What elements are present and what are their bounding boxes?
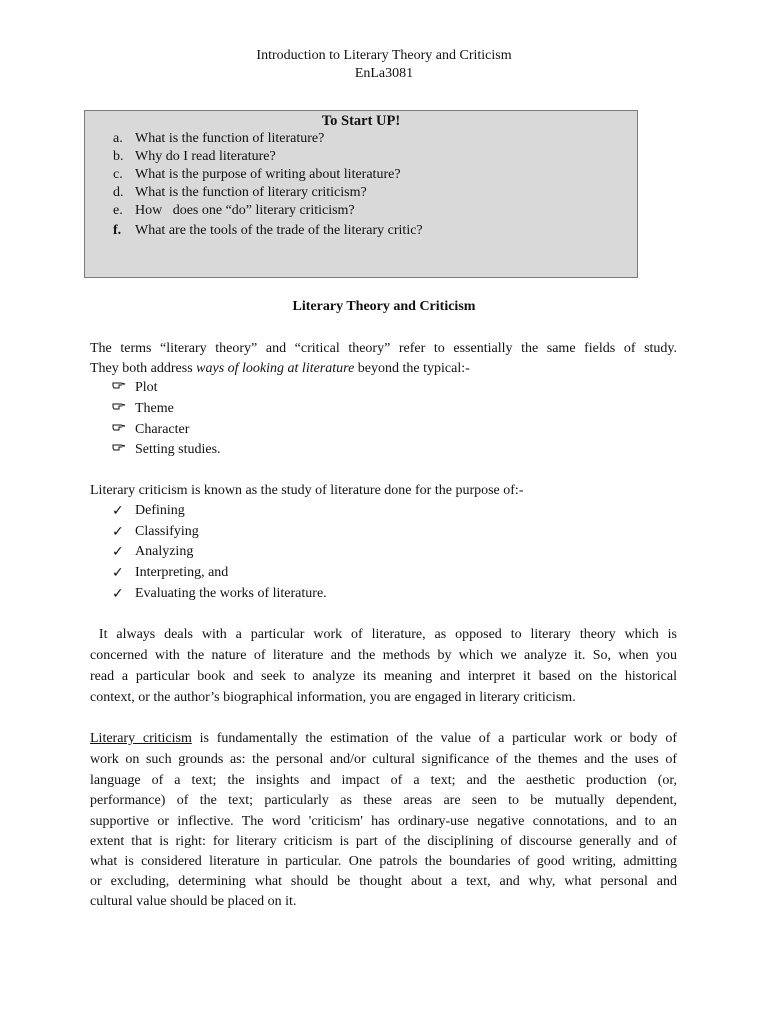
checkmark-icon: ✓ xyxy=(112,565,124,581)
paragraph-line: language of a text; the insights and impact of a text; and the aesthetic production (or, xyxy=(90,773,677,788)
underlined-term: Literary criticism xyxy=(90,731,192,746)
paragraph-line: read a particular book and seek to analyze its meaning and interpret it based on the historical xyxy=(90,669,677,684)
list-item: Character xyxy=(135,422,190,437)
pointing-hand-icon xyxy=(112,401,130,411)
question-item xyxy=(113,202,355,220)
paragraph-line: extent that is right: for literary criticism is part of the disciplining of discourse generally and of xyxy=(90,834,677,849)
question-letter: a. xyxy=(113,131,123,146)
question-text: What is the purpose of writing about literature? xyxy=(135,167,401,182)
paragraph-line: concerned with the nature of literature and the methods by which we analyze it. So, when you xyxy=(90,648,677,663)
section-title: Literary Theory and Criticism xyxy=(292,299,476,314)
checkmark-icon: ✓ xyxy=(112,524,124,540)
checkmark-icon: ✓ xyxy=(112,503,124,519)
question-text: How does one “do” literary criticism? xyxy=(135,203,355,218)
list-item: Theme xyxy=(135,401,174,416)
list-item: Classifying xyxy=(135,524,199,539)
question-text: What is the function of literary criticism? xyxy=(135,185,367,200)
list-item: Evaluating the works of literature. xyxy=(135,586,327,601)
startup-box xyxy=(84,110,638,278)
course-code: EnLa3081 xyxy=(354,66,414,81)
list-item: Plot xyxy=(135,380,158,395)
question-item xyxy=(113,166,401,184)
paragraph-line: or excluding, determining what should be thought about a text, and why, what personal and xyxy=(90,874,677,889)
list-item: Defining xyxy=(135,503,185,518)
question-item xyxy=(113,222,423,240)
pointing-hand-icon xyxy=(112,380,130,390)
checkmark-icon: ✓ xyxy=(112,544,124,560)
question-item xyxy=(113,130,324,148)
paragraph-line: what is considered literature in particular. One patrols the boundaries of good writing, admitting xyxy=(90,854,677,869)
question-text: What is the function of literature? xyxy=(135,131,325,146)
checkmark-icon: ✓ xyxy=(112,586,124,602)
question-item xyxy=(113,184,367,202)
paragraph-line: work on such grounds as: the personal and/or cultural significance of the themes and the uses of xyxy=(90,752,677,767)
list-item: Analyzing xyxy=(135,544,194,559)
paragraph-line: It always deals with a particular work of literature, as opposed to literary theory which is xyxy=(90,627,677,642)
paragraph-line-rest: is fundamentally the estimation of the value of a particular work or body of xyxy=(191,731,677,746)
intro-line-1: The terms “literary theory” and “critical theory” refer to essentially the same fields of study. xyxy=(90,341,677,356)
intro-line-2 xyxy=(90,360,470,378)
paragraph-line: context, or the author’s biographical information, you are engaged in literary criticism. xyxy=(90,690,576,705)
criticism-lead: Literary criticism is known as the study of literature done for the purpose of:- xyxy=(90,483,524,498)
paragraph-line: cultural value should be placed on it. xyxy=(90,894,297,909)
pointing-hand-icon xyxy=(112,422,130,432)
question-text: What are the tools of the trade of the literary critic? xyxy=(135,223,423,238)
paragraph-line: supportive or inflective. The word 'criticism' has ordinary-use negative connotations, and to an xyxy=(90,814,677,829)
question-letter: b. xyxy=(113,149,124,164)
intro-line-2-end: beyond the typical:- xyxy=(354,361,470,376)
paragraph-line xyxy=(90,730,677,748)
startup-title: To Start UP! xyxy=(321,113,401,129)
question-letter: f. xyxy=(113,223,122,238)
question-item xyxy=(113,148,276,166)
list-item: Setting studies. xyxy=(135,442,221,457)
course-title: Introduction to Literary Theory and Criticism xyxy=(256,48,512,63)
intro-line-2-start: They both address xyxy=(90,361,197,376)
pointing-hand-icon xyxy=(112,442,130,452)
question-letter: d. xyxy=(113,185,124,200)
list-item: Interpreting, and xyxy=(135,565,229,580)
question-letter: e. xyxy=(113,203,123,218)
question-text: Why do I read literature? xyxy=(135,149,276,164)
intro-italic-phrase: ways of looking at literature xyxy=(196,361,355,376)
question-letter: c. xyxy=(113,167,123,182)
paragraph-line: performance) of the text; particularly as these areas are seen to be mutually dependent, xyxy=(90,793,677,808)
